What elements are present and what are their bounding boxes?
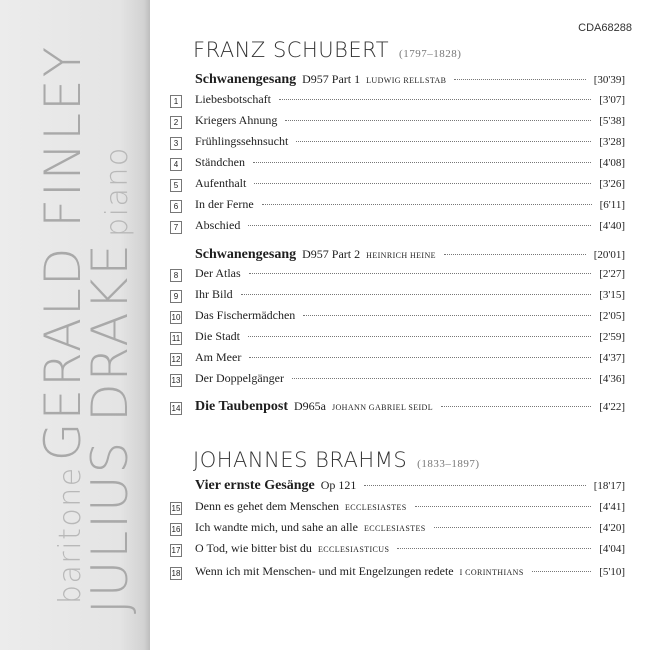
track-title: Wenn ich mit Menschen- und mit Engelzungen redete bbox=[195, 564, 454, 578]
dot-leader bbox=[296, 141, 591, 142]
track-row bbox=[170, 113, 625, 131]
track-duration: [3'15] bbox=[599, 289, 625, 301]
track-poet: JOHANN GABRIEL SEIDL bbox=[331, 403, 434, 412]
track-number: 7 bbox=[170, 221, 182, 234]
track-duration: [4'37] bbox=[599, 352, 625, 364]
track-number: 18 bbox=[171, 569, 181, 578]
dot-leader bbox=[454, 79, 585, 80]
dot-leader bbox=[262, 204, 592, 205]
track-title: Denn es gehet dem Menschen bbox=[195, 499, 339, 513]
track-title: Aufenthalt bbox=[195, 176, 247, 190]
composer-heading bbox=[193, 448, 480, 472]
track-row bbox=[170, 266, 625, 284]
track-row bbox=[170, 287, 625, 305]
track-number: 4 bbox=[170, 158, 182, 171]
dot-leader bbox=[279, 99, 591, 100]
track-title: Ihr Bild bbox=[195, 287, 233, 301]
track-row bbox=[170, 308, 625, 326]
track-row bbox=[170, 155, 625, 173]
track-row bbox=[170, 350, 625, 368]
track-title: Der Doppelgänger bbox=[195, 371, 284, 385]
catalog-number: CDA68288 bbox=[578, 22, 632, 34]
track-number: 14 bbox=[171, 404, 181, 413]
track-row bbox=[170, 218, 625, 236]
dot-leader bbox=[292, 378, 591, 379]
dot-leader bbox=[285, 120, 591, 121]
track-duration: [3'26] bbox=[599, 178, 625, 190]
track-group-header bbox=[170, 476, 625, 494]
track-number: 11 bbox=[171, 334, 181, 343]
performer-julius-drake: JULIUS DRAKE bbox=[81, 242, 139, 614]
track-duration: [5'38] bbox=[599, 115, 625, 127]
track-number: 9 bbox=[170, 290, 182, 303]
track-duration: [4'36] bbox=[599, 373, 625, 385]
composer-dates: (1797–1828) bbox=[399, 48, 462, 60]
dot-leader bbox=[415, 506, 592, 507]
track-title: Die Taubenpost bbox=[195, 399, 288, 414]
track-title: Der Atlas bbox=[195, 266, 241, 280]
track-row bbox=[170, 371, 625, 389]
track-poet: HEINRICH HEINE bbox=[366, 251, 436, 260]
track-number bbox=[170, 477, 182, 490]
track-row bbox=[170, 92, 625, 110]
track-poet: LUDWIG RELLSTAB bbox=[366, 76, 447, 85]
track-duration: [4'08] bbox=[599, 157, 625, 169]
dot-leader bbox=[364, 485, 585, 486]
role-piano: piano bbox=[100, 146, 135, 237]
track-row bbox=[170, 541, 625, 559]
track-title: O Tod, wie bitter bist du bbox=[195, 541, 312, 555]
track-title: Das Fischermädchen bbox=[195, 308, 296, 322]
performer-gerald-finley: GERALD FINLEY bbox=[34, 44, 92, 462]
track-row bbox=[170, 176, 625, 194]
track-group-header bbox=[170, 245, 625, 263]
dot-leader bbox=[444, 254, 586, 255]
track-number: 17 bbox=[171, 546, 181, 555]
track-title: In der Ferne bbox=[195, 197, 254, 211]
track-title: Schwanengesang bbox=[195, 247, 297, 262]
track-duration: [2'05] bbox=[599, 310, 625, 322]
track-title: Schwanengesang bbox=[195, 72, 297, 87]
dot-leader bbox=[254, 183, 591, 184]
track-opus: Op 121 bbox=[320, 478, 357, 492]
track-number: 2 bbox=[170, 116, 182, 129]
composer-dates: (1833–1897) bbox=[417, 458, 480, 470]
track-row bbox=[170, 499, 625, 517]
track-opus: D965a bbox=[293, 399, 326, 413]
performer-line-piano bbox=[81, 146, 139, 614]
track-number bbox=[170, 71, 182, 84]
dot-leader bbox=[248, 336, 591, 337]
track-opus: D957 Part 1 bbox=[302, 72, 361, 86]
role-baritone: baritone bbox=[53, 466, 88, 604]
track-poet: ECCLESIASTES bbox=[363, 524, 426, 533]
track-row bbox=[170, 520, 625, 538]
track-poet: ECCLESIASTES bbox=[344, 503, 407, 512]
track-group-header bbox=[170, 399, 625, 417]
track-duration: [4'40] bbox=[599, 220, 625, 232]
track-title: Abschied bbox=[195, 218, 241, 232]
track-title: Ich wandte mich, und sahe an alle bbox=[195, 520, 358, 534]
track-duration: [20'01] bbox=[593, 249, 625, 261]
track-number bbox=[170, 246, 182, 259]
track-duration: [5'10] bbox=[599, 566, 625, 578]
track-number: 1 bbox=[170, 95, 182, 108]
track-poet: ECCLESIASTICUS bbox=[317, 545, 390, 554]
track-number: 5 bbox=[170, 179, 182, 192]
track-number: 13 bbox=[171, 376, 181, 385]
track-number: 10 bbox=[171, 313, 181, 322]
composer-heading bbox=[193, 38, 461, 62]
track-duration: [3'07] bbox=[599, 94, 625, 106]
track-opus: D957 Part 2 bbox=[302, 247, 361, 261]
track-number: 16 bbox=[171, 525, 181, 534]
track-title: Kriegers Ahnung bbox=[195, 113, 278, 127]
track-duration: [4'20] bbox=[599, 522, 625, 534]
track-number: 12 bbox=[171, 355, 181, 364]
sidebar bbox=[0, 0, 150, 650]
track-duration: [4'22] bbox=[599, 401, 625, 413]
dot-leader bbox=[241, 294, 592, 295]
track-poet: I CORINTHIANS bbox=[459, 568, 524, 577]
dot-leader bbox=[248, 225, 591, 226]
track-number: 15 bbox=[171, 504, 181, 513]
track-row bbox=[170, 564, 625, 582]
track-title: Frühlingssehnsucht bbox=[195, 134, 289, 148]
dot-leader bbox=[303, 315, 591, 316]
track-row bbox=[170, 197, 625, 215]
track-row bbox=[170, 329, 625, 347]
track-number: 6 bbox=[170, 200, 182, 213]
composer-name: JOHANNES BRAHMS bbox=[193, 448, 408, 472]
track-group-header bbox=[170, 70, 625, 88]
dot-leader bbox=[434, 527, 592, 528]
track-duration: [3'28] bbox=[599, 136, 625, 148]
track-number: 3 bbox=[170, 137, 182, 150]
dot-leader bbox=[441, 406, 591, 407]
track-duration: [30'39] bbox=[593, 74, 625, 86]
track-number: 8 bbox=[170, 269, 182, 282]
track-duration: [4'04] bbox=[599, 543, 625, 555]
track-duration: [2'59] bbox=[599, 331, 625, 343]
dot-leader bbox=[532, 571, 591, 572]
track-title: Die Stadt bbox=[195, 329, 240, 343]
track-title: Ständchen bbox=[195, 155, 245, 169]
dot-leader bbox=[249, 357, 591, 358]
dot-leader bbox=[253, 162, 591, 163]
dot-leader bbox=[249, 273, 592, 274]
dot-leader bbox=[397, 548, 591, 549]
composer-name: FRANZ SCHUBERT bbox=[193, 38, 390, 62]
track-duration: [18'17] bbox=[593, 480, 625, 492]
track-duration: [4'41] bbox=[599, 501, 625, 513]
track-title: Vier ernste Gesänge bbox=[195, 478, 315, 493]
track-title: Liebesbotschaft bbox=[195, 92, 271, 106]
track-title: Am Meer bbox=[195, 350, 242, 364]
track-duration: [2'27] bbox=[599, 268, 625, 280]
track-row bbox=[170, 134, 625, 152]
track-duration: [6'11] bbox=[599, 199, 625, 211]
